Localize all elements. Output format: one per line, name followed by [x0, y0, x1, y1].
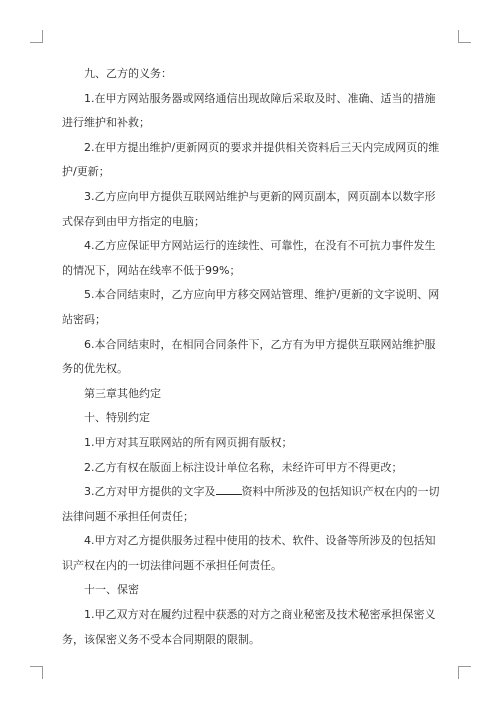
section-9-item-1: 1.在甲方网站服务器或网络通信出现故障后采取及时、准确、适当的措施进行维护和补救；	[62, 91, 436, 130]
section-10-item-3-start: 3.乙方对甲方提供的文字及	[84, 485, 216, 499]
section-10-heading: 十、特别约定	[84, 411, 150, 425]
crop-mark-top-left	[30, 30, 43, 43]
fill-in-blank	[216, 484, 242, 495]
section-11-item-1: 1.甲乙双方对在履约过程中获悉的对方之商业秘密及技术秘密承担保密义务，该保密义务不受本合同期限的限制。	[62, 608, 436, 646]
section-10-item-2: 2.乙方有权在版面上标注设计单位名称，未经许可甲方不得更改；	[84, 460, 403, 474]
section-9-item-2: 2.在甲方提出维护/更新网页的要求并提供相关资料后三天内完成网页的维护/更新；	[62, 140, 440, 179]
section-10-item-3-end: 资料中所涉及的包括知识产权在内的一切法律问题不承担任何责任；	[62, 485, 440, 523]
section-9-heading: 九、乙方的义务：	[84, 67, 172, 80]
crop-mark-bottom-right	[458, 666, 471, 679]
section-9-item-4: 4.乙方应保证甲方网站运行的连续性、可靠性，在没有不可抗力事件发生的情况下，网站在线率不低于99%；	[62, 239, 436, 277]
section-11-heading: 十一、保密	[84, 583, 139, 597]
section-9-item-5: 5.本合同结束时，乙方应向甲方移交网站管理、维护/更新的文字说明、网站密码；	[62, 288, 440, 326]
section-10-item-4: 4.甲方对乙方提供服务过程中使用的技术、软件、设备等所涉及的包括知识产权在内的一切法律问题不承担任何责任。	[62, 534, 436, 572]
crop-mark-top-right	[458, 30, 471, 43]
crop-mark-bottom-left	[30, 666, 43, 679]
chapter-3-heading: 第三章其他约定	[84, 386, 161, 400]
section-10-item-1: 1.甲方对其互联网站的所有网页拥有版权；	[84, 435, 293, 449]
section-9-item-6: 6.本合同结束时，在相同合同条件下，乙方有为甲方提供互联网站维护服务的优先权。	[62, 337, 436, 376]
section-10-item-3	[62, 480, 442, 529]
section-9-item-3: 3.乙方应向甲方提供互联网站维护与更新的网页副本，网页副本以数字形式保存到由甲方指定的电脑；	[62, 189, 436, 228]
document-body	[62, 62, 442, 652]
